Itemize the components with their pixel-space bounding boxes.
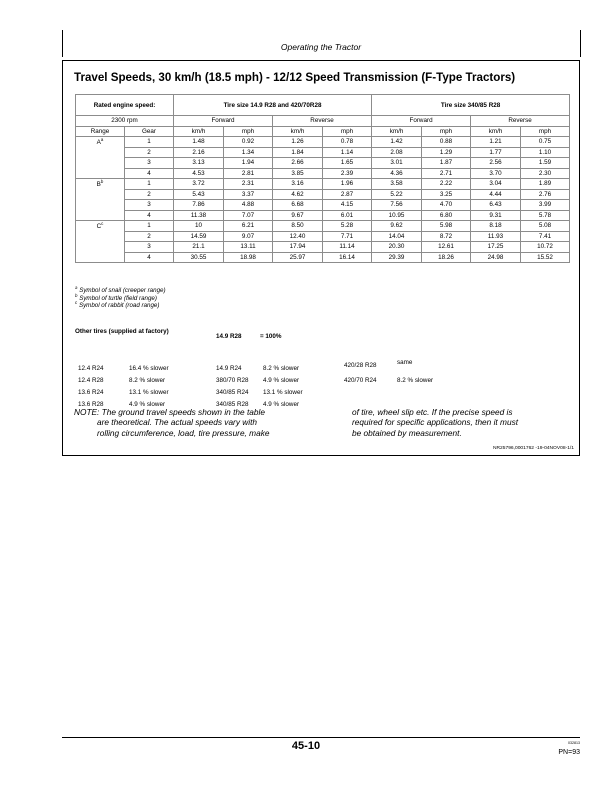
a-reverse-header: Reverse	[273, 116, 372, 127]
tire-speed-difference: 4.9 % slower	[263, 377, 300, 384]
speed-cell: 2.71	[422, 168, 471, 179]
speed-cell: 9.62	[372, 221, 422, 232]
speed-cell: 9.07	[224, 231, 273, 242]
speed-cell: 1.96	[323, 179, 372, 190]
speed-cell: 25.97	[273, 252, 323, 263]
tire-size: 340/85 R24	[216, 389, 249, 396]
unit-header: km/h	[471, 126, 521, 137]
speed-cell: 11.14	[323, 242, 372, 253]
speed-cell: 11.38	[174, 210, 224, 221]
range-cell	[76, 221, 125, 232]
range-cell	[76, 210, 125, 221]
note-line: rolling circumference, load, tire pressure, make	[97, 427, 270, 438]
range-header: Range	[76, 126, 125, 137]
speed-cell: 6.68	[273, 200, 323, 211]
note-left-column	[74, 407, 324, 438]
range-cell	[76, 242, 125, 253]
speed-cell: 1.21	[471, 137, 521, 148]
speed-cell: 5.98	[422, 221, 471, 232]
speed-cell: 2.08	[372, 147, 422, 158]
range-cell	[76, 252, 125, 263]
speed-cell: 4.36	[372, 168, 422, 179]
speed-cell: 2.81	[224, 168, 273, 179]
section-header: Operating the Tractor	[280, 42, 362, 52]
speed-cell: 8.72	[422, 231, 471, 242]
gear-header: Gear	[125, 126, 174, 137]
table-direction-row	[76, 116, 570, 127]
speed-cell: 29.39	[372, 252, 422, 263]
speed-cell: 1.14	[323, 147, 372, 158]
speed-cell: 4.15	[323, 200, 372, 211]
tire-speed-difference: 4.9 % slower	[263, 401, 300, 408]
speed-cell: 16.14	[323, 252, 372, 263]
gear-cell: 1	[125, 221, 174, 232]
rated-engine-speed-label: Rated engine speed:	[76, 95, 174, 116]
range-cell	[76, 137, 125, 148]
tire-size: 13.6 R24	[78, 389, 104, 396]
speed-cell: 7.41	[521, 231, 570, 242]
speed-cell: 6.21	[224, 221, 273, 232]
speed-cell: 21.1	[174, 242, 224, 253]
speed-cell: 3.37	[224, 189, 273, 200]
b-forward-header: Forward	[372, 116, 471, 127]
speed-cell: 10.72	[521, 242, 570, 253]
footer-rule	[62, 737, 580, 738]
speed-cell: 30.55	[174, 252, 224, 263]
speed-cell: 12.40	[273, 231, 323, 242]
footnote-text: Symbol of rabbit (road range)	[78, 302, 160, 310]
speed-cell: 1.34	[224, 147, 273, 158]
speed-cell: 15.52	[521, 252, 570, 263]
page-title: Travel Speeds, 30 km/h (18.5 mph) - 12/12 Speed Transmission (F-Type Tractors)	[74, 71, 516, 84]
speed-cell: 3.85	[273, 168, 323, 179]
table-row	[76, 221, 570, 232]
table-row	[76, 210, 570, 221]
speed-cell: 2.30	[521, 168, 570, 179]
footnote-mark: b	[100, 178, 104, 184]
speed-cell: 2.22	[422, 179, 471, 190]
speed-cell: 3.99	[521, 200, 570, 211]
reference-code: NR25796,0001762 -19-04NOV08-1/1	[492, 446, 574, 451]
tire-speed-difference: 13.1 % slower	[129, 389, 169, 396]
speed-cell: 7.71	[323, 231, 372, 242]
speed-cell: 5.22	[372, 189, 422, 200]
tire-speed-difference: same	[397, 359, 413, 366]
speed-cell: 18.26	[422, 252, 471, 263]
speed-cell: 1.26	[273, 137, 323, 148]
footnote-mark: a	[75, 284, 78, 290]
speed-cell: 5.28	[323, 221, 372, 232]
speed-cell: 0.75	[521, 137, 570, 148]
speed-cell: 13.11	[224, 242, 273, 253]
speed-cell: 1.89	[521, 179, 570, 190]
table-row	[76, 158, 570, 169]
tire-speed-difference: 8.2 % slower	[397, 377, 434, 384]
gear-cell: 2	[125, 147, 174, 158]
range-cell	[76, 200, 125, 211]
note-line: of tire, wheel slip etc. If the precise speed is	[352, 407, 513, 417]
speed-cell: 1.10	[521, 147, 570, 158]
range-name: B	[96, 180, 101, 188]
unit-header: mph	[521, 126, 570, 137]
speed-cell: 17.94	[273, 242, 323, 253]
table-row	[76, 137, 570, 148]
reference-tire-size: 14.9 R28	[216, 333, 242, 340]
speed-cell: 1.84	[273, 147, 323, 158]
unit-header: km/h	[174, 126, 224, 137]
speed-cell: 18.98	[224, 252, 273, 263]
speed-cell: 3.13	[174, 158, 224, 169]
speed-cell: 5.43	[174, 189, 224, 200]
speed-cell: 2.66	[273, 158, 323, 169]
speed-cell: 3.04	[471, 179, 521, 190]
gear-cell: 1	[125, 137, 174, 148]
travel-speeds-table	[75, 94, 570, 263]
speed-cell: 1.77	[471, 147, 521, 158]
speed-cell: 1.48	[174, 137, 224, 148]
speed-cell: 9.67	[273, 210, 323, 221]
tire-speed-difference: 4.9 % slower	[129, 401, 166, 408]
range-cell	[76, 158, 125, 169]
speed-cell: 5.78	[521, 210, 570, 221]
speed-cell: 24.98	[471, 252, 521, 263]
gear-cell: 3	[125, 158, 174, 169]
footnote-text: Symbol of turtle (field range)	[79, 294, 157, 302]
footnote-mark: c	[75, 300, 78, 306]
note-line: NOTE: The ground travel speeds shown in the table	[74, 407, 265, 417]
speed-cell: 14.59	[174, 231, 224, 242]
speed-cell: 7.56	[372, 200, 422, 211]
speed-cell: 8.18	[471, 221, 521, 232]
range-cell	[76, 179, 125, 190]
speed-cell: 7.86	[174, 200, 224, 211]
tire-speed-difference: 13.1 % slower	[263, 389, 303, 396]
speed-cell: 3.25	[422, 189, 471, 200]
speed-cell: 6.43	[471, 200, 521, 211]
speed-cell: 3.58	[372, 179, 422, 190]
table-row	[76, 147, 570, 158]
tire-size-a-header: Tire size 14.9 R28 and 420/70R28	[174, 95, 372, 116]
table-row	[76, 168, 570, 179]
tire-size: 12.4 R24	[78, 365, 104, 372]
b-reverse-header: Reverse	[471, 116, 570, 127]
range-cell	[76, 189, 125, 200]
speed-cell: 4.44	[471, 189, 521, 200]
reference-tire-value: = 100%	[260, 333, 282, 340]
table-row	[76, 189, 570, 200]
speed-cell: 1.65	[323, 158, 372, 169]
footnotes	[75, 284, 166, 310]
speed-cell: 4.62	[273, 189, 323, 200]
tire-size: 13.6 R28	[78, 401, 104, 408]
speed-cell: 1.42	[372, 137, 422, 148]
pn-number: PN=93	[558, 749, 580, 756]
speed-cell: 3.70	[471, 168, 521, 179]
table-header-row	[76, 95, 570, 116]
gear-cell: 3	[125, 242, 174, 253]
speed-cell: 2.56	[471, 158, 521, 169]
speed-cell: 9.31	[471, 210, 521, 221]
range-cell	[76, 147, 125, 158]
gear-cell: 4	[125, 210, 174, 221]
speed-cell: 8.50	[273, 221, 323, 232]
table-row	[76, 179, 570, 190]
footnote-mark: b	[75, 292, 78, 298]
speed-cell: 10.95	[372, 210, 422, 221]
speed-cell: 1.59	[521, 158, 570, 169]
speed-cell: 1.29	[422, 147, 471, 158]
note-line: required for specific applications, then it must	[352, 417, 519, 428]
tire-size-b-header: Tire size 340/85 R28	[372, 95, 570, 116]
footnote	[75, 284, 166, 295]
note-right-column	[352, 407, 572, 438]
note-line: be obtained by measurement.	[352, 427, 462, 438]
table-row	[76, 252, 570, 263]
tire-size: 420/70 R24	[344, 377, 377, 384]
speed-cell: 0.88	[422, 137, 471, 148]
speed-cell: 7.07	[224, 210, 273, 221]
speed-cell: 4.70	[422, 200, 471, 211]
tire-size: 420/28 R28	[344, 362, 377, 369]
gear-cell: 4	[125, 252, 174, 263]
table-row	[76, 231, 570, 242]
speed-cell: 6.80	[422, 210, 471, 221]
speed-cell: 2.16	[174, 147, 224, 158]
speed-cell: 2.87	[323, 189, 372, 200]
footnote-mark: a	[100, 136, 104, 142]
tire-speed-difference: 8.2 % slower	[263, 365, 300, 372]
gear-cell: 2	[125, 189, 174, 200]
tire-size: 12.4 R28	[78, 377, 104, 384]
rpm-cell: 2300 rpm	[76, 116, 174, 127]
speed-cell: 1.87	[422, 158, 471, 169]
page-number: 45-10	[291, 740, 321, 752]
speed-cell: 2.76	[521, 189, 570, 200]
gear-cell: 1	[125, 179, 174, 190]
gear-cell: 2	[125, 231, 174, 242]
speed-cell: 4.88	[224, 200, 273, 211]
table-row	[76, 200, 570, 211]
table-units-row	[76, 126, 570, 137]
speed-cell: 0.78	[323, 137, 372, 148]
speed-cell: 14.04	[372, 231, 422, 242]
speed-cell: 3.72	[174, 179, 224, 190]
speed-cell: 10	[174, 221, 224, 232]
unit-header: km/h	[273, 126, 323, 137]
speed-cell: 2.39	[323, 168, 372, 179]
range-name: C	[96, 222, 102, 230]
unit-header: mph	[323, 126, 372, 137]
gear-cell: 3	[125, 200, 174, 211]
speed-cell: 6.01	[323, 210, 372, 221]
speed-cell: 5.08	[521, 221, 570, 232]
footer-code: 032813	[568, 741, 580, 745]
speed-cell: 11.93	[471, 231, 521, 242]
note-line: are theoretical. The actual speeds vary with	[97, 417, 258, 428]
tire-size: 380/70 R28	[216, 377, 249, 384]
speed-cell: 0.92	[224, 137, 273, 148]
tire-speed-difference: 8.2 % slower	[129, 377, 166, 384]
footnote	[75, 302, 166, 310]
range-cell	[76, 168, 125, 179]
other-tires-heading: Other tires (supplied at factory)	[75, 328, 169, 335]
speed-cell: 3.16	[273, 179, 323, 190]
speed-cell: 12.61	[422, 242, 471, 253]
speed-cell: 3.01	[372, 158, 422, 169]
range-cell	[76, 231, 125, 242]
speed-cell: 2.31	[224, 179, 273, 190]
speed-cell: 20.30	[372, 242, 422, 253]
footnote-mark: c	[101, 220, 104, 226]
range-name: A	[96, 138, 101, 146]
tire-speed-difference: 16.4 % slower	[129, 365, 169, 372]
header-rule-right	[580, 30, 581, 57]
a-forward-header: Forward	[174, 116, 273, 127]
footnote-text: Symbol of snail (creeper range)	[79, 287, 166, 294]
unit-header: mph	[422, 126, 471, 137]
tire-size: 14.9 R24	[216, 365, 242, 372]
table-row	[76, 242, 570, 253]
speed-cell: 17.25	[471, 242, 521, 253]
speed-cell: 1.94	[224, 158, 273, 169]
gear-cell: 4	[125, 168, 174, 179]
tire-size: 340/85 R28	[216, 401, 249, 408]
unit-header: km/h	[372, 126, 422, 137]
speed-cell: 4.53	[174, 168, 224, 179]
unit-header: mph	[224, 126, 273, 137]
